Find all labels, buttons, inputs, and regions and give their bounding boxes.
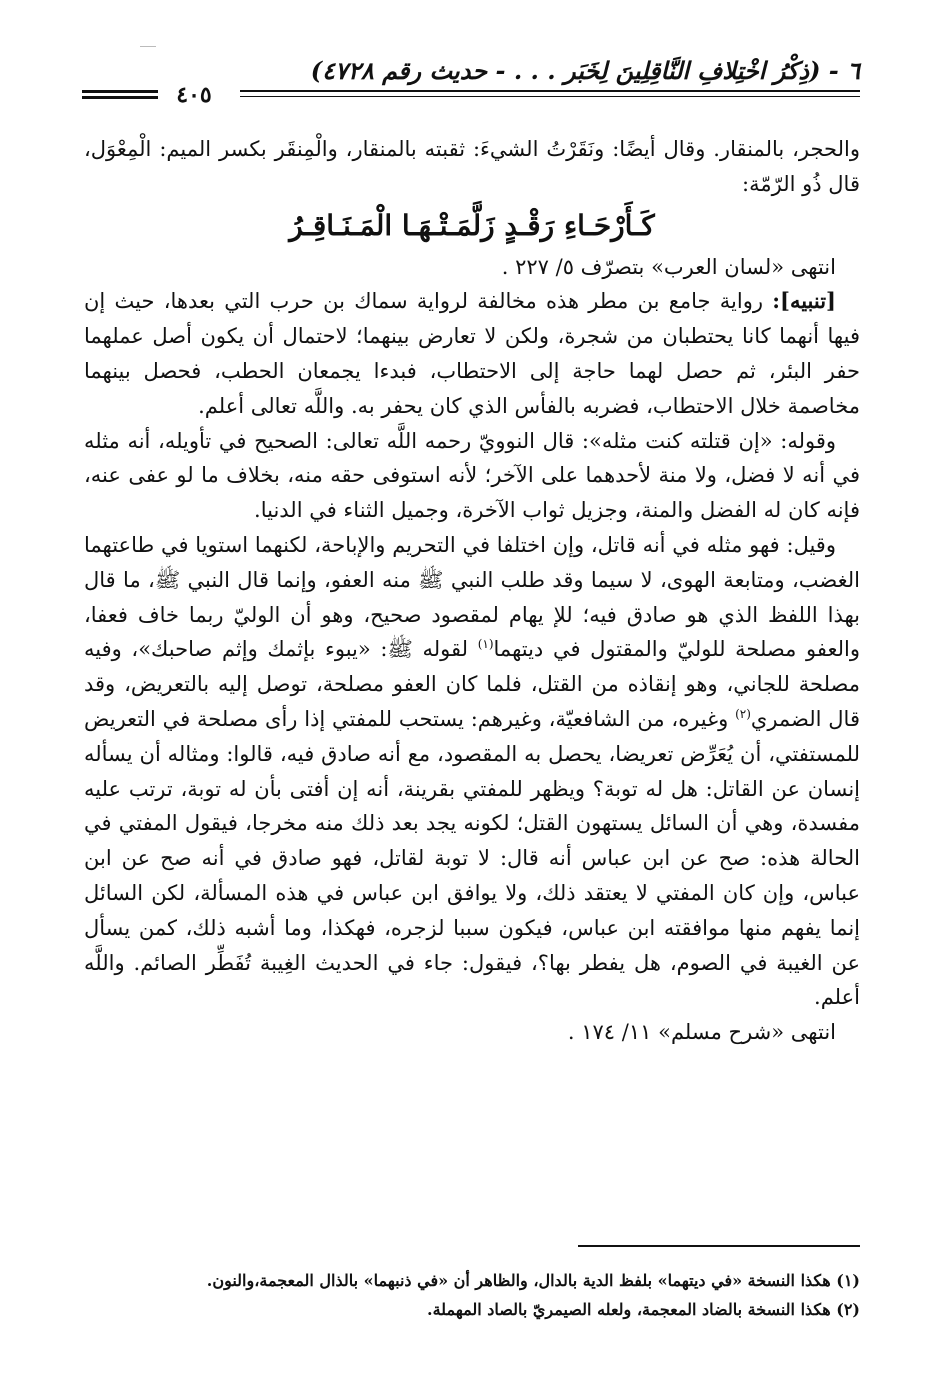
header-rule-bottom <box>240 96 860 97</box>
page-number-rule-top <box>82 90 158 93</box>
source-citation-1: انتهى «لسان العرب» بتصرّف ٥/ ٢٢٧ . <box>501 254 836 279</box>
qila-text-c: وغيره، من الشافعيّة، وغيرهم: يستحب للمفتي إذا رأى مصلحة في التعريض للمستفتي، أن يُعَرِّض تعريضا، يحصل به المقصود، مع أنه صادق فيه، قالوا: ومثاله أن يسأله إنسان عن القاتل: هل له توبة؟ ويظهر للمفتي بقرينة، أنه إن أفتى بأن له توبة، ترتب عليه مفسدة، وهي أن السائل يستهون القتل؛ لكونه يجد بعد ذلك منه مخرجا، فيقول المفتي في الحالة هذه: صح عن ابن عباس أنه قال: لا توبة لقاتل، فهو صادق في أنه صح عن ابن عباس، وإن كان المفتي لا يعتقد ذلك، ولا يوافق ابن عباس في هذه المسألة، لكن السائل إنما يفهم منها موافقته ابن عباس، فيكون سببا لزجره، فهكذا، وما أشبه ذلك، كمن يسأل عن الغيبة في الصوم، هل يفطر بها؟، فيقول: جاء في الحديث الغِيبة تُفَطِّر الصائم. واللَّه أعلم. <box>84 706 860 1010</box>
source-citation-2: انتهى «شرح مسلم» ١١/ ١٧٤ . <box>567 1020 836 1045</box>
qila-text-b: لقوله ﷺ: «يبوء بإثمك وإثم صاحبك»، وفيه مصلحة للجاني، وهو إنقاذه من القتل، فلما كان العفو مصلحة، توصل إليه بالتعريض، وقد قال الضمري <box>84 637 860 731</box>
footnote-2: (٢) هكذا النسخة بالضاد المعجمة، ولعله الصيمريّ بالصاد المهملة. <box>427 1300 860 1319</box>
main-text <box>84 132 860 1050</box>
running-title: ٦ - (ذِكْرُ اخْتِلافِ النَّاقِلِينَ لِخَبَر . . . - حديث رقم ٤٧٢٨) <box>310 56 860 85</box>
footnote-ref-1: (١) <box>477 637 494 652</box>
poem-verse: كَـأَرْحَـاءِ رَقْـدٍ زَلَّمَـتْـهَـا الْمَـنَـاقِـرُ <box>289 208 655 242</box>
footnote-separator <box>578 1245 860 1247</box>
page-number-rule-bottom <box>82 96 158 99</box>
tanbih-label: [تنبيه]: <box>772 288 836 314</box>
paragraph-qila <box>84 528 860 1015</box>
footnote-1: (١) هكذا النسخة «في ديتهما» بلفظ الدية بالدال، والظاهر أن «في ذنبهما» بالذال المعجمة،والنون. <box>206 1271 860 1290</box>
page-header <box>82 56 860 112</box>
qila-text-a: وقيل: فهو مثله في أنه قاتل، وإن اختلفا في التحريم والإباحة، لكنهما استويا في طاعتهما الغضب، ومتابعة الهوى، لا سيما وقد طلب النبي ﷺ منه العفو، وإنما قال النبي ﷺ، ما قال بهذا اللفظ الذي هو صادق فيه؛ للإ يهام لمقصود صحيح، وهو أن الوليّ ربما خاف فعفا، والعفو مصلحة للوليّ والمقتول في ديتهما <box>84 532 860 662</box>
tanbih-text: رواية جامع بن مطر هذه مخالفة لرواية سماك بن حرب التي بعدها، حيث إن فيها أنهما كانا يحتطبان من شجرة، ولكن لا تعارض بينهما؛ لاحتمال أن يكون أصل عملهما حفر البئر، ثم حصل لهما حاجة إلى الاحتطاب، فبدءا يجمعان الحطب، فحصل بينهما مخاصمة خلال الاحتطاب، فضربه بالفأس الذي كان يحفر به. واللَّه تعالى أعلم. <box>84 289 860 418</box>
footnotes <box>84 1266 860 1324</box>
page-number: ٤٠٥ <box>176 82 212 108</box>
header-rule-top <box>240 90 860 92</box>
paragraph-nawawi: وقوله: «إن قتلته كنت مثله»: قال النوويّ رحمه اللَّه تعالى: الصحيح في تأويله، أنه مثله في أنه لا فضل، ولا منة لأحدهما على الآخر؛ لأنه استوفى حقه منه، بخلاف ما لو عفى عنه، فإنه كان له الفضل والمنة، وجزيل ثواب الآخرة، وجميل الثناء في الدنيا. <box>84 428 860 523</box>
corner-mark <box>140 46 156 47</box>
footnote-ref-2: (٢) <box>735 706 751 721</box>
paragraph-1: والحجر، بالمنقار. وقال أيضًا: ونَقَرْتُ الشيءَ: ثقبته بالمنقار، والْمِنقَر بكسر الميم: الْمِعْوَل، قال ذُو الرّمّة: <box>84 137 860 196</box>
paragraph-tanbih <box>84 284 860 423</box>
